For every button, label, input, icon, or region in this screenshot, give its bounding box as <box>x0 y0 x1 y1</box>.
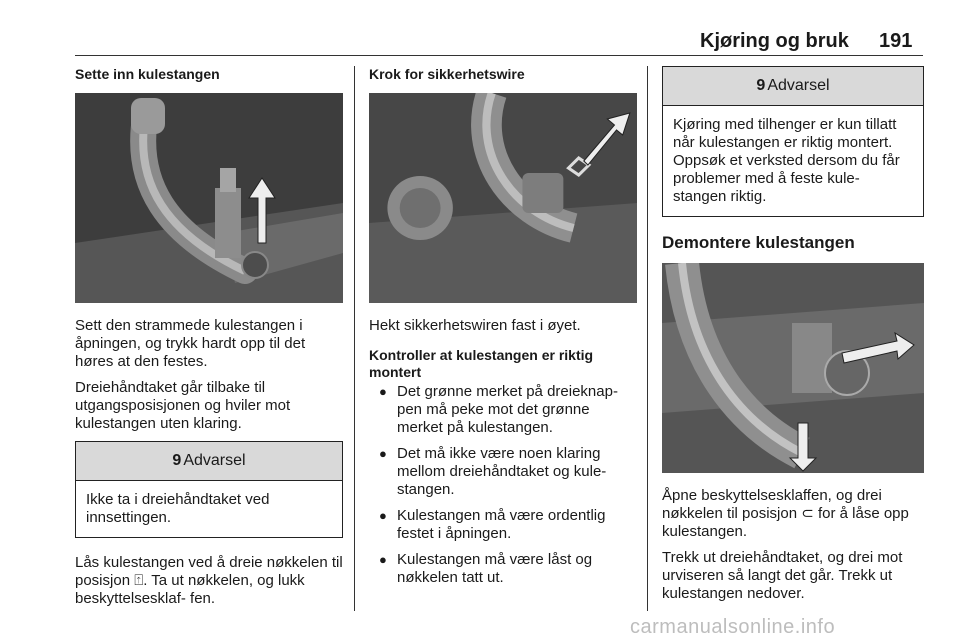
column-separator-2 <box>647 66 648 611</box>
section-heading-safety-wire: Krok for sikkerhetswire <box>369 66 525 82</box>
warning-header <box>76 442 342 481</box>
list-item: ● Kulestangen må være ordentlig festet i åpningen. <box>369 507 637 543</box>
header-rule <box>75 55 923 56</box>
column-separator-1 <box>354 66 355 611</box>
paragraph-remove-2: Trekk ut dreiehåndtaket, og drei mot urviseren så langt det går. Trekk ut kulestangen nedover. <box>662 549 903 602</box>
column-2 <box>369 66 637 595</box>
page-header-title: Kjøring og bruk <box>700 30 849 52</box>
list-item: ● Det grønne merket på dreieknap‑ pen må peke mot det grønne merket på kulestangen. <box>369 383 637 437</box>
warning-box-towing <box>662 66 924 217</box>
warning-symbol: 9 <box>756 77 766 94</box>
section-heading-insert: Sette inn kulestangen <box>75 66 220 82</box>
warning-header <box>663 67 923 106</box>
warning-box-insert <box>75 441 343 538</box>
column-1 <box>75 66 343 616</box>
section-heading-remove: Demontere kulestangen <box>662 233 855 252</box>
watermark: carmanualsonline.info <box>630 616 836 638</box>
warning-text: Ikke ta i dreiehåndtaket ved innsettingen. <box>86 491 270 526</box>
warning-title: Advarsel <box>767 77 830 94</box>
list-item: ● Kulestangen må være låst og nøkkelen tatt ut. <box>369 551 637 587</box>
paragraph-safety-wire: Hekt sikkerhetswiren fast i øyet. <box>369 317 581 334</box>
paragraph-insert-3: Lås kulestangen ved å dreie nøkkelen til posisjon ⍐. Ta ut nøkkelen, og lukk beskyttelsesklaf‑ fen. <box>75 554 343 607</box>
column-3 <box>662 66 924 611</box>
warning-symbol: 9 <box>172 452 182 469</box>
paragraph-remove-1: Åpne beskyttelsesklaffen, og drei nøkkelen til posisjon ⊂ for å låse opp kulestangen. <box>662 487 909 540</box>
paragraph-insert-2: Dreiehåndtaket går tilbake til utgangsposisjonen og hviler mot kulestangen uten klaring. <box>75 379 291 432</box>
paragraph-insert-1: Sett den strammede kulestangen i åpningen, og trykk hardt opp til det høres at den festes. <box>75 317 306 370</box>
figure-safety-wire-hook <box>369 93 637 303</box>
subheading-check-mounted: Kontroller at kulestangen er riktig montert <box>369 347 594 380</box>
figure-tow-bar-insert <box>75 93 343 303</box>
warning-title: Advarsel <box>183 452 246 469</box>
check-list <box>369 383 637 587</box>
list-item: ● Det må ikke være noen klaring mellom dreiehåndtaket og kule‑ stangen. <box>369 445 637 499</box>
figure-tow-bar-remove <box>662 263 924 473</box>
warning-text: Kjøring med tilhenger er kun tillatt når kulestangen er riktig montert. Oppsøk et verksted dersom du får problemer med å feste kule‑ stangen riktig. <box>673 116 900 205</box>
page-number: 191 <box>879 30 913 52</box>
